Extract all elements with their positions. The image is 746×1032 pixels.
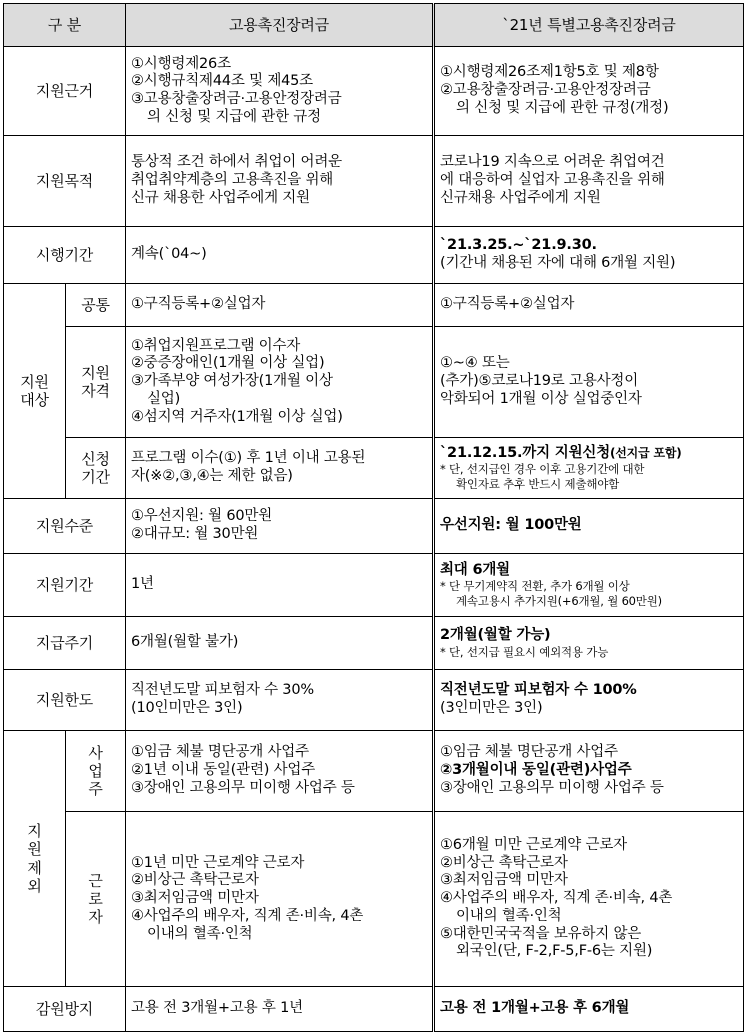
cell-b: `21.3.25.~`21.9.30. (기간내 채용된 자에 대해 6개월 지원) (434, 227, 744, 284)
cell-a: ①취업지원프로그램 이수자 ②중증장애인(1개월 이상 실업) ③가족부양 여성가장(1개월 이상 실업) ④섬지역 거주자(1개월 이상 실업) (126, 327, 434, 438)
cell-b: ①구직등록+②실업자 (434, 284, 744, 327)
row-basis (4, 47, 744, 136)
comparison-table (3, 3, 744, 1032)
row-label-exclusion: 지원제외 (4, 731, 66, 987)
cell-b: 2개월(월할 가능) * 단, 선지급 필요시 예외적용 가능 (434, 617, 744, 670)
row-target-qualification (4, 327, 744, 438)
cell-b: `21.12.15.까지 지원신청(선지급 포함) * 단, 선지급인 경우 이후 고용기간에 대한 확인자료 추후 반드시 제출해야함 (434, 438, 744, 499)
cell-b: ①~④ 또는 (추가)⑤코로나19로 고용사정이 악화되어 1개월 이상 실업중인자 (434, 327, 744, 438)
cell-b: ①임금 체불 명단공개 사업주 ②3개월이내 동일(관련)사업주 ③장애인 고용의무 미이행 사업주 등 (434, 731, 744, 812)
row-label-target: 지원대상 (4, 284, 66, 499)
row-exclusion-worker (4, 812, 744, 987)
row-period (4, 227, 744, 284)
header-col-b: `21년 특별고용촉진장려금 (434, 4, 744, 47)
sub-label: 근로자 (66, 812, 126, 987)
row-limit (4, 670, 744, 731)
sub-label: 사업주 (66, 731, 126, 812)
cell-a: 1년 (126, 554, 434, 617)
cell-a: ①구직등록+②실업자 (126, 284, 434, 327)
cell-a: 통상적 조건 하에서 취업이 어려운 취업취약계층의 고용촉진을 위해 신규 채용한 사업주에게 지원 (126, 136, 434, 227)
cell-b: 직전년도말 피보험자 수 100% (3인미만은 3인) (434, 670, 744, 731)
cell-a: 프로그램 이수(①) 후 1년 이내 고용된 자(※②,③,④는 제한 없음) (126, 438, 434, 499)
sub-label: 신청기간 (66, 438, 126, 499)
cell-a: 계속(`04~) (126, 227, 434, 284)
cell-a: 고용 전 3개월+고용 후 1년 (126, 987, 434, 1032)
row-exclusion-employer (4, 731, 744, 812)
cell-a: ①우선지원: 월 60만원 ②대규모: 월 30만원 (126, 499, 434, 554)
header-col-a: 고용촉진장려금 (126, 4, 434, 47)
row-purpose (4, 136, 744, 227)
row-label: 시행기간 (4, 227, 126, 284)
sub-label: 지원자격 (66, 327, 126, 438)
row-duration (4, 554, 744, 617)
row-label: 지원한도 (4, 670, 126, 731)
cell-b: 고용 전 1개월+고용 후 6개월 (434, 987, 744, 1032)
cell-b: ①시행령제26조제1항5호 및 제8항 ②고용창출장려금·고용안정장려금 의 신청 및 지급에 관한 규정(개정) (434, 47, 744, 136)
cell-a: ①1년 미만 근로계약 근로자 ②비상근 촉탁근로자 ③최저임금액 미만자 ④사업주의 배우자, 직계 존·비속, 4촌 이내의 혈족·인척 (126, 812, 434, 987)
cell-a: ①임금 체불 명단공개 사업주 ②1년 이내 동일(관련) 사업주 ③장애인 고용의무 미이행 사업주 등 (126, 731, 434, 812)
cell-b: 코로나19 지속으로 어려운 취업여건 에 대응하여 실업자 고용촉진을 위해 신규채용 사업주에게 지원 (434, 136, 744, 227)
cell-b: 최대 6개월 * 단 무기계약직 전환, 추가 6개월 이상 계속고용시 추가지원(+6개월, 월 60만원) (434, 554, 744, 617)
cell-a: 6개월(월할 불가) (126, 617, 434, 670)
row-label: 지원근거 (4, 47, 126, 136)
row-level (4, 499, 744, 554)
cell-a: 직전년도말 피보험자 수 30% (10인미만은 3인) (126, 670, 434, 731)
header-row (4, 4, 744, 47)
row-cycle (4, 617, 744, 670)
sub-label: 공통 (66, 284, 126, 327)
row-label: 지급주기 (4, 617, 126, 670)
cell-b: ①6개월 미만 근로계약 근로자 ②비상근 촉탁근로자 ③최저임금액 미만자 ④사업주의 배우자, 직계 존·비속, 4촌 이내의 혈족·인척 ⑤대한민국국적을 보유하지 않은 외국인(단, F-2,F-5,F-6는 지원) (434, 812, 744, 987)
row-target-common (4, 284, 744, 327)
row-label: 지원목적 (4, 136, 126, 227)
cell-a: ①시행령제26조 ②시행규칙제44조 및 제45조 ③고용창출장려금·고용안정장려금 의 신청 및 지급에 관한 규정 (126, 47, 434, 136)
row-label: 감원방지 (4, 987, 126, 1032)
row-label: 지원기간 (4, 554, 126, 617)
row-label: 지원수준 (4, 499, 126, 554)
cell-b: 우선지원: 월 100만원 (434, 499, 744, 554)
row-prevention (4, 987, 744, 1032)
header-category: 구 분 (4, 4, 126, 47)
row-target-apply (4, 438, 744, 499)
